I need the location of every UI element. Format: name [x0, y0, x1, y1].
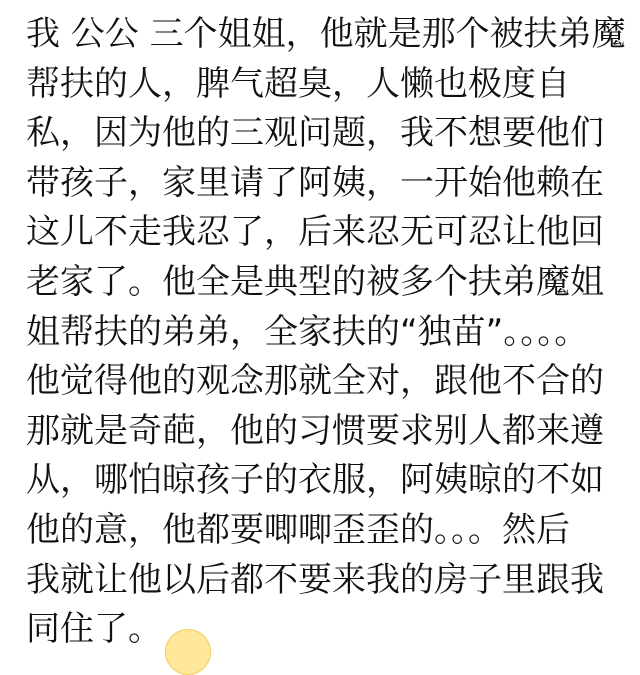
text-line: 老家了。他全是典型的被多个扶弟魔姐: [26, 261, 604, 302]
text-line: 从，哪怕晾孩子的衣服，阿姨晾的不如: [26, 460, 604, 501]
text-line: 姐帮扶的弟弟，全家扶的“独苗”。。。。: [26, 311, 589, 352]
text-line: 我 公公 三个姐姐，他就是那个被扶弟魔: [26, 14, 626, 54]
text-line: 他的意，他都要唧唧歪歪的。。。然后: [26, 509, 570, 550]
text-line: 这儿不走我忍了，后来忍无可忍让他回: [26, 212, 604, 253]
text-line: 帮扶的人，脾气超臭，人懒也极度自: [26, 63, 570, 104]
text-line: 那就是奇葩，他的习惯要求别人都来遵: [26, 410, 604, 451]
smiling-face-emoji-icon: [165, 629, 211, 675]
text-line: 私，因为他的三观问题，我不想要他们: [26, 113, 604, 154]
text-line: 他觉得他的观念那就全对，跟他不合的: [26, 361, 604, 402]
text-line: 我就让他以后都不要来我的房子里跟我: [26, 559, 604, 600]
text-line: 带孩子，家里请了阿姨，一开始他赖在: [26, 162, 604, 203]
text-line: 同住了。: [26, 609, 162, 650]
post-text: [26, 10, 630, 655]
